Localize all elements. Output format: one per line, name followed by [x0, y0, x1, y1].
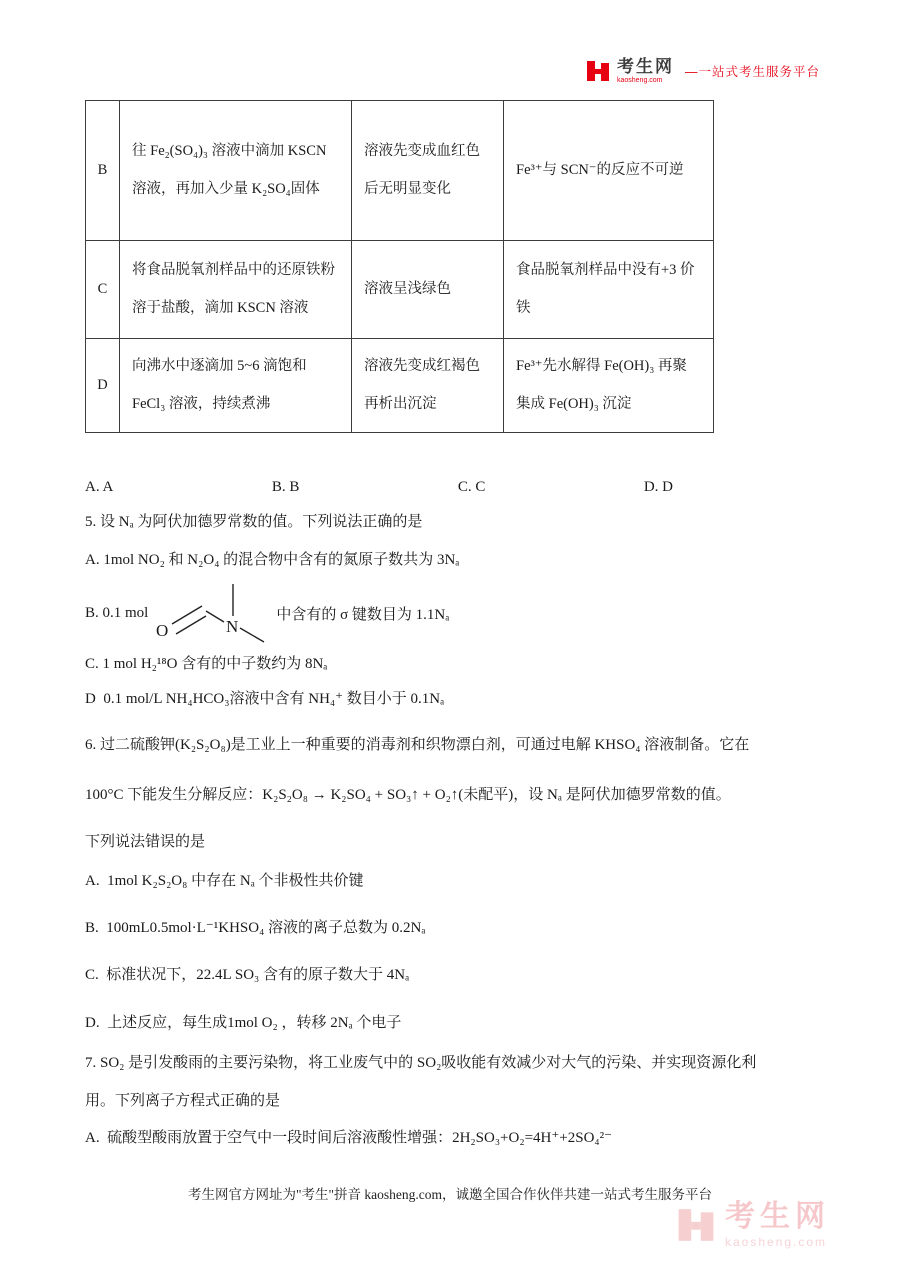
q7-stem-line-2: 用。下列离子方程式正确的是: [85, 1093, 281, 1109]
conclusion-cell: 食品脱氧剂样品中没有+3 价铁: [504, 241, 714, 339]
q6-stem-line-3: 下列说法错误的是: [85, 834, 206, 850]
logo-tagline-text: 一站式考生服务平台: [698, 65, 820, 79]
q5-stem: 5. 设 Nₐ 为阿伏加德罗常数的值。下列说法正确的是: [85, 514, 423, 530]
answer-option-d: D. D: [643, 479, 673, 495]
watermark-logo-icon: [677, 1206, 715, 1244]
phenomenon-cell: 溶液先变成血红色后无明显变化: [352, 101, 504, 241]
dmf-structure-diagram: [152, 578, 272, 648]
q6-option-b: B. 100mL0.5mol·L⁻¹KHSO₄ 溶液的离子总数为 0.2Nₐ: [85, 920, 426, 936]
option-label-cell: B: [86, 101, 120, 241]
q6-option-a: A. 1mol K₂S₂O₈ 中存在 Nₐ 个非极性共价键: [85, 873, 364, 889]
brand-domain: kaosheng.com: [616, 77, 663, 84]
atom-label-n: N: [226, 617, 239, 636]
atom-label-o: O: [156, 621, 169, 640]
q7-stem-line-1: 7. SO₂ 是引发酸雨的主要污染物，将工业废气中的 SO₂吸收能有效减少对大气的污染、并实现资源化利: [85, 1055, 757, 1071]
answer-row: [85, 479, 673, 496]
conclusion-cell: Fe³⁺与 SCN⁻的反应不可逆: [504, 101, 714, 241]
operation-cell: 向沸水中逐滴加 5~6 滴饱和 FeCl₃ 溶液，持续煮沸: [120, 339, 352, 433]
watermark-domain: kaosheng.com: [725, 1235, 828, 1249]
watermark-brand: 考生网: [725, 1200, 830, 1233]
option-label-cell: C: [86, 241, 120, 339]
answer-option-b: B. B: [271, 479, 300, 495]
q5-option-d: D 0.1 mol/L NH₄HCO₃溶液中含有 NH₄⁺ 数目小于 0.1Nₐ: [85, 691, 445, 707]
phenomenon-cell: 溶液呈浅绿色: [352, 241, 504, 339]
footer-note: 考生网官方网址为"考生"拼音 kaosheng.com，诚邀全国合作伙伴共建一站式考生服务平台: [187, 1187, 712, 1202]
watermark-logo: [677, 1202, 830, 1248]
q5-option-c: C. 1 mol H₂¹⁸O 含有的中子数约为 8Nₐ: [85, 656, 328, 672]
brand-name: 考生网: [616, 57, 674, 76]
answer-option-a: A. A: [85, 479, 114, 495]
brand-block: [617, 58, 674, 84]
answer-option-c: C. C: [457, 479, 486, 495]
phenomenon-cell: 溶液先变成红褐色再析出沉淀: [352, 339, 504, 433]
q5-option-b-suffix: 中含有的 σ 键数目为 1.1Nₐ: [276, 606, 450, 623]
kaosheng-logo: [586, 58, 820, 84]
experiment-table: [85, 100, 714, 433]
conclusion-cell: Fe³⁺先水解得 Fe(OH)₃ 再聚集成 Fe(OH)₃ 沉淀: [504, 339, 714, 433]
q5-option-a: A. 1mol NO₂ 和 N₂O₄ 的混合物中含有的氮原子数共为 3Nₐ: [85, 552, 460, 568]
watermark-text-block: [725, 1202, 830, 1248]
q6-stem-line-2: 100°C 下能发生分解反应：K₂S₂O₈ → K₂SO₄ + SO₃↑ + O₂↑(未配平)，设 Nₐ 是阿伏加德罗常数的值。: [85, 787, 731, 803]
option-label-cell: D: [86, 339, 120, 433]
table-row-b: [86, 101, 714, 241]
q5-option-b-prefix: B. 0.1 mol: [85, 604, 149, 621]
operation-cell: 将食品脱氧剂样品中的还原铁粉溶于盐酸，滴加 KSCN 溶液: [120, 241, 352, 339]
operation-cell: 往 Fe₂(SO₄)₃ 溶液中滴加 KSCN 溶液，再加入少量 K₂SO₄固体: [120, 101, 352, 241]
q6-stem-line-1: 6. 过二硫酸钾(K₂S₂O₈)是工业上一种重要的消毒剂和织物漂白剂，可通过电解 KHSO₄ 溶液制备。它在: [85, 737, 750, 753]
logo-tagline: [685, 62, 820, 80]
q6-option-d: D. 上述反应，每生成1mol O₂ ，转移 2Nₐ 个电子: [85, 1015, 402, 1031]
q6-option-c: C. 标准状况下，22.4L SO₃ 含有的原子数大于 4Nₐ: [85, 967, 410, 983]
experiment-table-wrap: [85, 100, 714, 433]
kaosheng-logo-icon: [586, 59, 610, 83]
table-row-c: [86, 241, 714, 339]
table-row-d: [86, 339, 714, 433]
logo-tagline-dash: —: [684, 65, 699, 79]
q7-option-a: A. 硫酸型酸雨放置于空气中一段时间后溶液酸性增强：2H₂SO₃+O₂=4H⁺+2SO₄²⁻: [85, 1130, 613, 1146]
q5-option-b: [85, 578, 449, 648]
